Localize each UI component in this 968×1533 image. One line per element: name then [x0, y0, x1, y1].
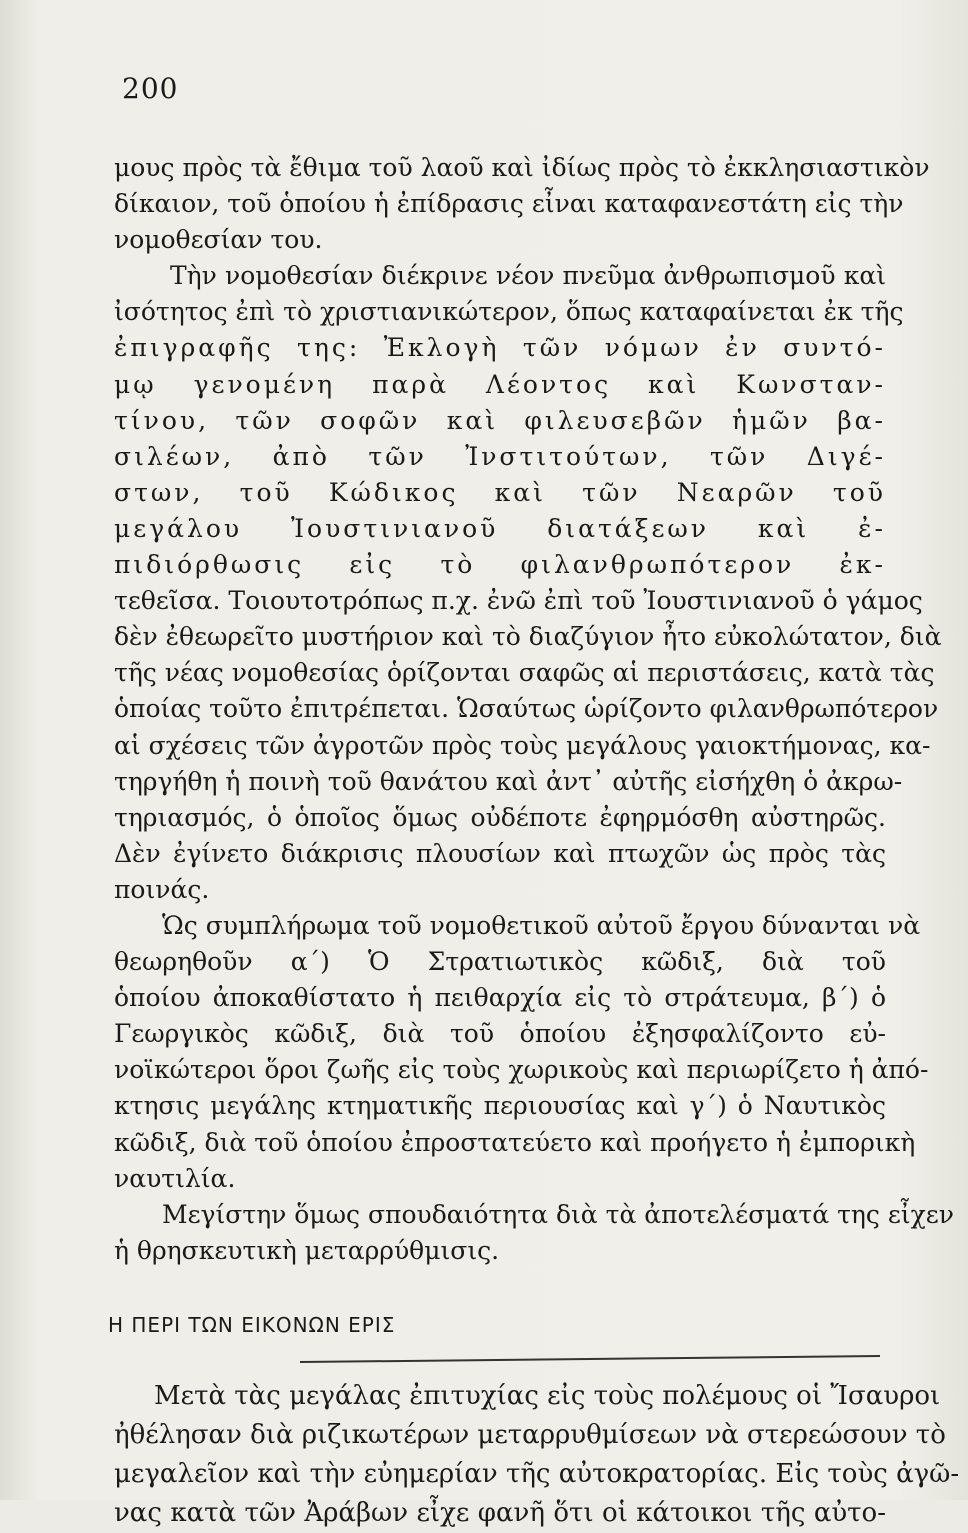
paragraph-2 — [114, 258, 942, 908]
text-line: δίκαιον, τοῦ ὁποίου ἡ ἐπίδρασις εἶναι καταφανεστάτη εἰς τὴν — [114, 189, 904, 219]
page-number: 200 — [122, 72, 179, 105]
text-line: Μετὰ τὰς μεγάλας ἐπιτυχίας εἰς τοὺς πολέμους οἱ Ἴσαυροι — [154, 1380, 941, 1411]
body-text — [108, 150, 960, 1533]
text-line: νοϊκώτεροι ὅροι ζωῆς εἰς τοὺς χωρικοὺς καὶ περιωρίζετο ἡ ἀπό- — [114, 1055, 929, 1085]
text-line: αἱ σχέσεις τῶν ἀγροτῶν πρὸς τοὺς μεγάλους γαιοκτήμονας, κα- — [114, 730, 931, 760]
text-line: ἡ θρησκευτικὴ μεταρρύθμισις. — [114, 1235, 500, 1265]
text-line: ὁποίου ἀποκαθίστατο ἡ πειθαρχία εἰς τὸ στράτευμα, β´) ὁ — [114, 983, 886, 1013]
text-line: ἰσότητος ἐπὶ τὸ χριστιανικώτερον, ὅπως καταφαίνεται ἐκ τῆς — [114, 297, 904, 327]
paragraph-4 — [114, 1197, 954, 1269]
text-line: ὁποίας τοῦτο ἐπιτρέπεται. Ὡσαύτως ὡρίζοντο φιλανθρωπότερον — [114, 694, 939, 724]
section-heading: Η ΠΕΡΙ ΤΩΝ ΕΙΚΟΝΩΝ ΕΡΙΣ — [108, 1312, 396, 1337]
text-line: τεθεῖσα. Τοιουτοτρόπως π.χ. ἐνῶ ἐπὶ τοῦ Ἰουστινιανοῦ ὁ γάμος — [114, 586, 923, 616]
text-line: νας κατὰ τῶν Ἀράβων εἶχε φανῆ ὅτι οἱ κάτοικοι τῆς αὐτο- — [114, 1497, 886, 1528]
text-line: σιλέων, ἀπὸ τῶν Ἰνστιτούτων, τῶν Διγέ- — [114, 441, 886, 471]
text-line: ποινάς. — [114, 874, 210, 904]
text-line: θεωρηθοῦν α´) Ὁ Στρατιωτικὸς κῶδιξ, διὰ τοῦ — [114, 947, 886, 977]
text-line: Μεγίστην ὅμως σπουδαιότητα διὰ τὰ ἀποτελέσματά της εἶχεν — [162, 1199, 954, 1229]
text-line: κτησις μεγάλης κτηματικῆς περιουσίας καὶ γ´) ὁ Ναυτικὸς — [114, 1091, 886, 1121]
paragraph-1 — [114, 150, 930, 258]
text-line: στων, τοῦ Κώδικος καὶ τῶν Νεαρῶν τοῦ — [114, 477, 886, 507]
text-line: μεγαλεῖον καὶ τὴν εὐημερίαν τῆς αὐτοκρατορίας. Εἰς τοὺς ἀγῶ- — [114, 1458, 960, 1489]
text-line: Ὡς συμπλήρωμα τοῦ νομοθετικοῦ αὐτοῦ ἔργου δύνανται νὰ — [162, 910, 921, 940]
text-line: πιδιόρθωσις εἰς τὸ φιλανθρωπότερον ἐκ- — [114, 550, 886, 580]
text-line: ἐπιγραφῆς της: Ἐκλογὴ τῶν νόμων ἐν συντό- — [114, 333, 886, 363]
text-line: Γεωργικὸς κῶδιξ, διὰ τοῦ ὁποίου ἐξησφαλίζοντο εὐ- — [114, 1019, 886, 1049]
text-line: τηργήθη ἡ ποινὴ τοῦ θανάτου καὶ ἀντ᾿ αὐτῆς εἰσήχθη ὁ ἀκρω- — [114, 766, 903, 796]
text-line: δὲν ἐθεωρεῖτο μυστήριον καὶ τὸ διαζύγιον ἦτο εὐκολώτατον, διὰ — [114, 622, 942, 652]
text-line: μεγάλου Ἰουστινιανοῦ διατάξεων καὶ ἐ- — [114, 513, 886, 543]
paragraph-3 — [114, 908, 929, 1197]
text-line: κῶδιξ, διὰ τοῦ ὁποίου ἐπροστατεύετο καὶ προήγετο ἡ ἐμπορικὴ — [114, 1127, 916, 1157]
text-line: Δὲν ἐγίνετο διάκρισις πλουσίων καὶ πτωχῶν ὡς πρὸς τὰς — [114, 838, 886, 868]
text-line: μους πρὸς τὰ ἔθιμα τοῦ λαοῦ καὶ ἰδίως πρὸς τὸ ἐκκλησιαστικὸν — [114, 153, 930, 182]
text-line: ναυτιλία. — [114, 1163, 236, 1193]
text-line: τηριασμός, ὁ ὁποῖος ὅμως οὐδέποτε ἐφηρμόσθη αὐστηρῶς. — [114, 802, 886, 832]
text-line: τίνου, τῶν σοφῶν καὶ φιλευσεβῶν ἡμῶν βα- — [114, 405, 886, 435]
text-line: ἠθέλησαν διὰ ριζικωτέρων μεταρρυθμίσεων νὰ στερεώσουν τὸ — [114, 1419, 946, 1450]
text-line: τῆς νέας νομοθεσίας ὁρίζονται σαφῶς αἱ περιστάσεις, κατὰ τὰς — [114, 658, 935, 688]
text-line: μῳ γενομένη παρὰ Λέοντος καὶ Κωνσταν- — [114, 369, 886, 399]
text-line: Τὴν νομοθεσίαν διέκρινε νέον πνεῦμα ἀνθρωπισμοῦ καὶ — [170, 261, 886, 291]
paragraph-5 — [114, 1377, 960, 1533]
text-line: νομοθεσίαν του. — [114, 225, 323, 255]
